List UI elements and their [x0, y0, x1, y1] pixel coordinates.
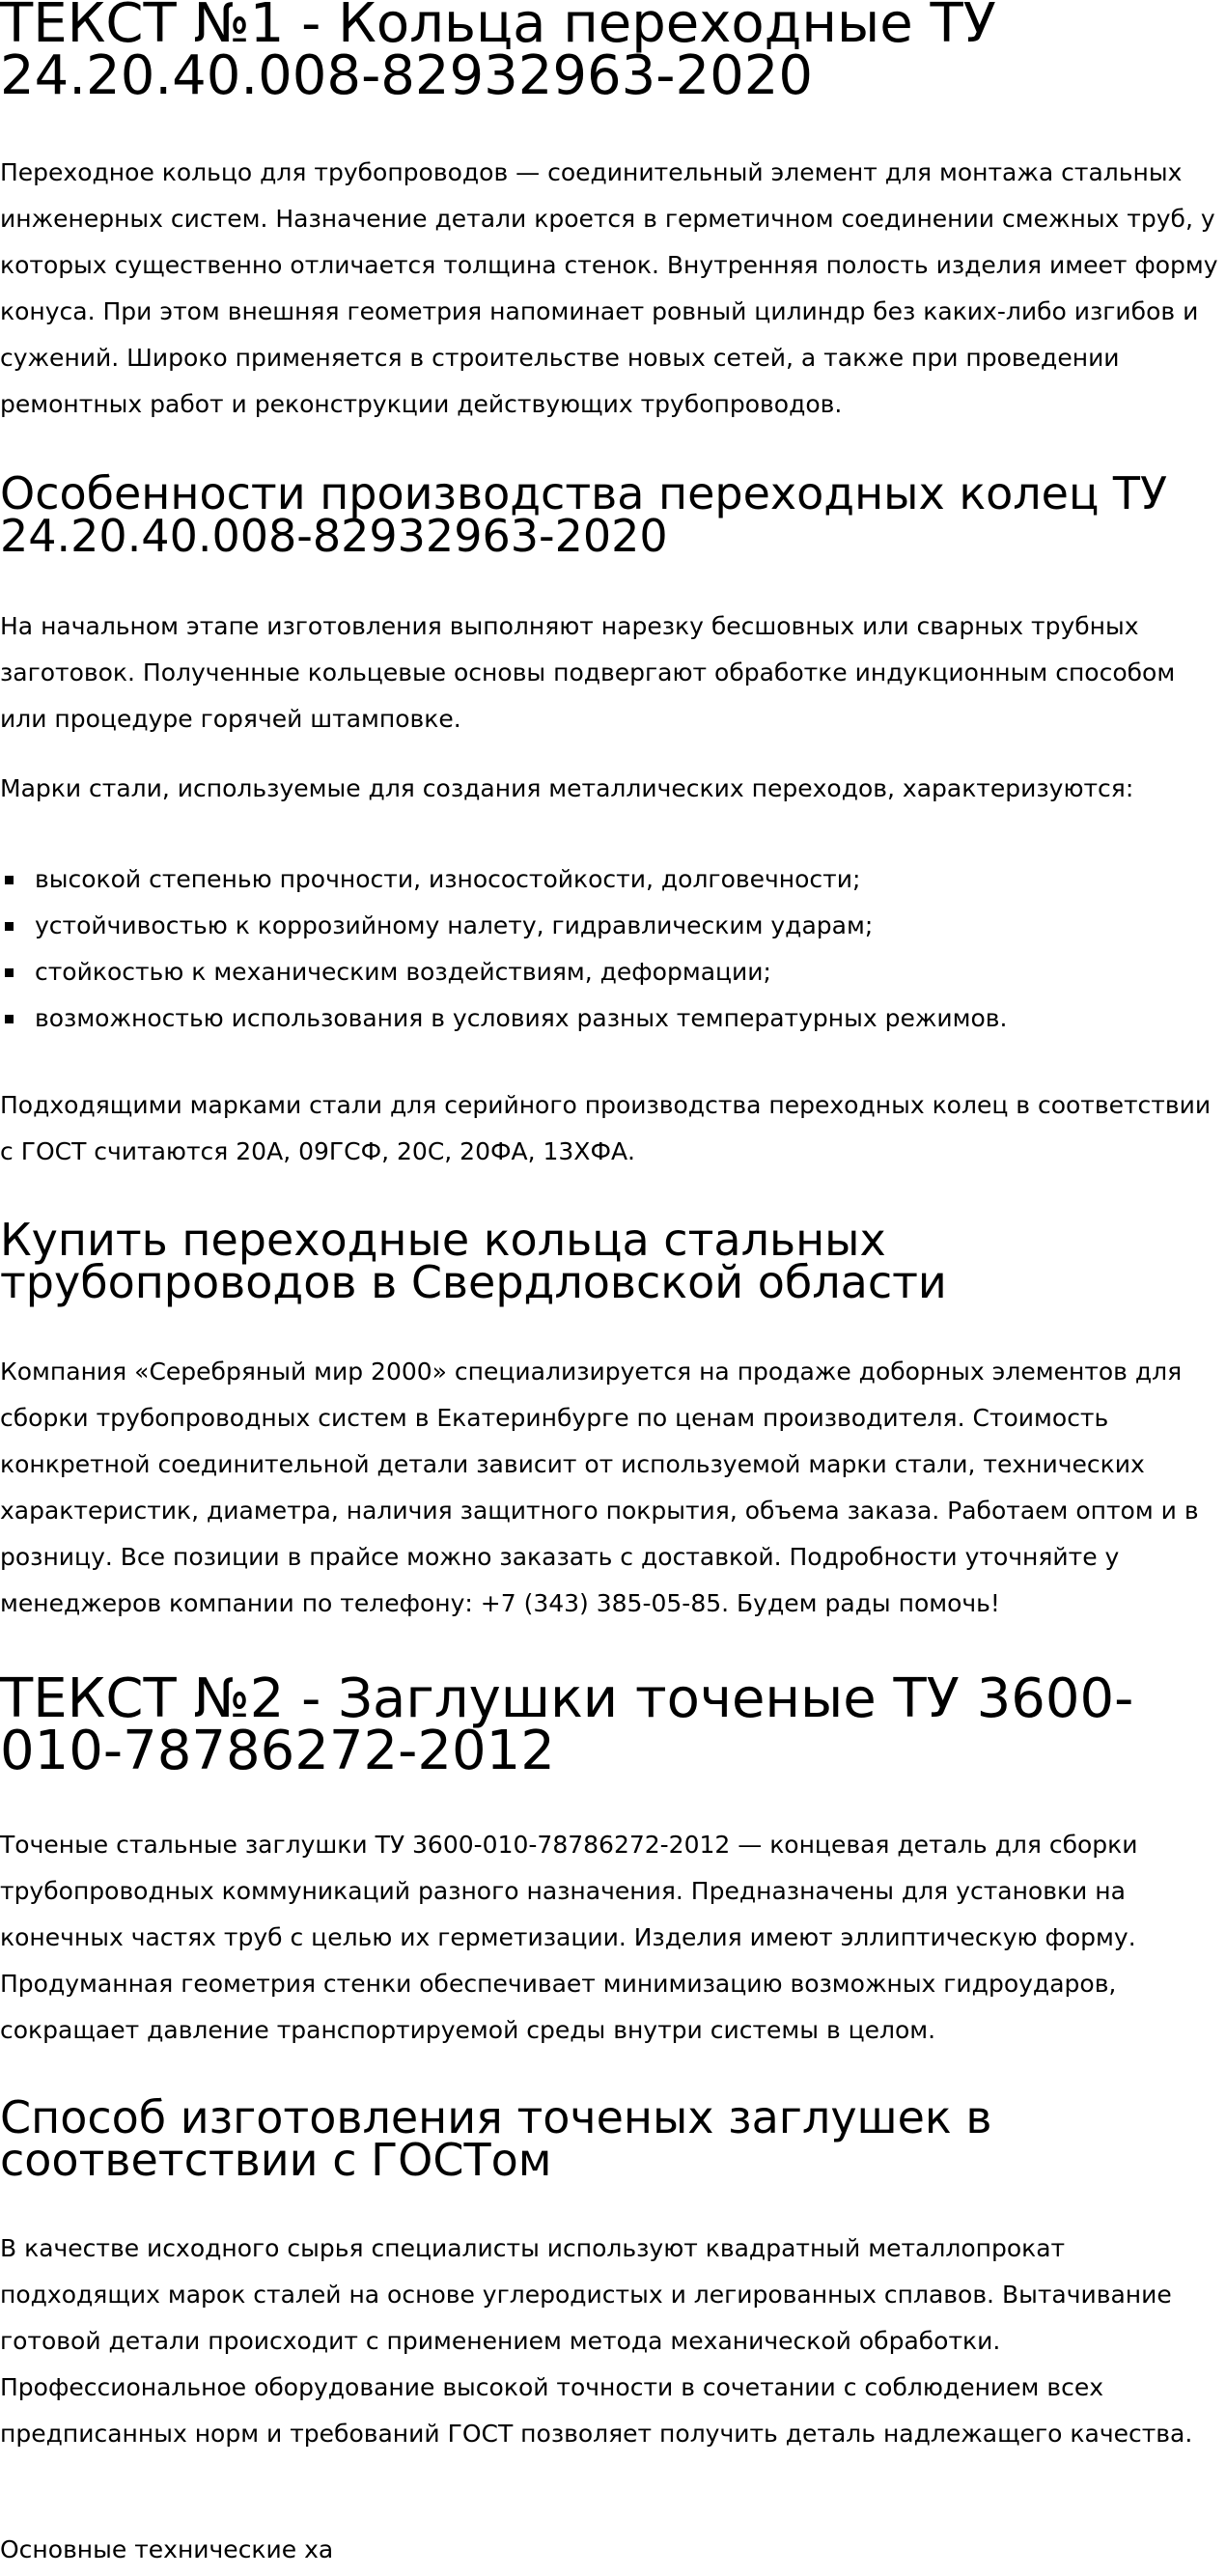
production-heading: Особенности производства переходных колец ТУ 24.20.40.008-82932963-2020	[0, 467, 1168, 562]
list-item-text: возможностью использования в условиях разных температурных режимов.	[35, 1004, 1008, 1032]
method-heading: Способ изготовления точеных заглушек в соответствии с ГОСТом	[0, 2091, 992, 2186]
bullet-square-icon	[5, 1015, 14, 1023]
list-item	[0, 995, 1221, 1042]
section2-title: ТЕКСТ №2 - Заглушки точеные ТУ 3600-010-78786272-2012	[0, 1667, 1134, 1782]
list-item	[0, 949, 1221, 995]
production-text: На начальном этапе изготовления выполняют нарезку бесшовных или сварных трубных заготовок. Полученные кольцевые основы подвергают обработке индукционным способом или процедуре горячей штамповке.	[0, 612, 1176, 733]
list-item	[0, 856, 1221, 903]
list-item-text: стойкостью к механическим воздействиям, деформации;	[35, 958, 771, 986]
specs-partial-text: Основные технические ха	[0, 2535, 334, 2563]
method-text: В качестве исходного сырья специалисты используют квадратный металлопрокат подходящих марок сталей на основе углеродистых и легированных сплавов. Вытачивание готовой детали происходит с применением метода механической обработки. Профессиональное оборудование высокой точности в сочетании с соблюдением всех предписанных норм и требований ГОСТ позволяет получить деталь надлежащего качества.	[0, 2234, 1193, 2448]
bullet-square-icon	[5, 922, 14, 931]
steel-features-list	[0, 856, 1221, 1042]
buy-heading: Купить переходные кольца стальных трубопроводов в Свердловской области	[0, 1214, 947, 1308]
section2-intro: Точеные стальные заглушки ТУ 3600-010-78786272-2012 — концевая деталь для сборки трубопроводных коммуникаций разного назначения. Предназначены для установки на конечных частях труб с целью их герметизации. Изделия имеют эллиптическую форму. Продуманная геометрия стенки обеспечивает минимизацию возможных гидроударов, сокращает давление транспортируемой среды внутри системы в целом.	[0, 1831, 1138, 2044]
steel-intro: Марки стали, используемые для создания металлических переходов, характеризуются:	[0, 774, 1134, 802]
buy-text: Компания «Серебряный мир 2000» специализируется на продаже доборных элементов для сборки трубопроводных систем в Екатеринбурге по ценам производителя. Стоимость конкретной соединительной детали зависит от используемой марки стали, технических характеристик, диаметра, наличия защитного покрытия, объема заказа. Работаем оптом и в розницу. Все позиции в прайсе можно заказать с доставкой. Подробности уточняйте у менеджеров компании по телефону: +7 (343) 385-05-85. Будем рады помочь!	[0, 1358, 1199, 1617]
list-item-text: высокой степенью прочности, износостойкости, долговечности;	[35, 865, 861, 893]
list-item-text: устойчивостью к коррозийному налету, гидравлическим ударам;	[35, 911, 874, 939]
section1-title: ТЕКСТ №1 - Кольца переходные ТУ 24.20.40.008-82932963-2020	[0, 0, 996, 107]
section1-intro: Переходное кольцо для трубопроводов — соединительный элемент для монтажа стальных инженерных систем. Назначение детали кроется в герметичном соединении смежных труб, у которых существенно отличается толщина стенок. Внутренняя полость изделия имеет форму конуса. При этом внешняя геометрия напоминает ровный цилиндр без каких-либо изгибов и сужений. Широко применяется в строительстве новых сетей, а также при проведении ремонтных работ и реконструкции действующих трубопроводов.	[0, 158, 1218, 418]
steel-grades-text: Подходящими марками стали для серийного производства переходных колец в соответствии с ГОСТ считаются 20А, 09ГСФ, 20С, 20ФА, 13ХФА.	[0, 1091, 1212, 1165]
list-item	[0, 903, 1221, 949]
bullet-square-icon	[5, 876, 14, 884]
bullet-square-icon	[5, 968, 14, 977]
